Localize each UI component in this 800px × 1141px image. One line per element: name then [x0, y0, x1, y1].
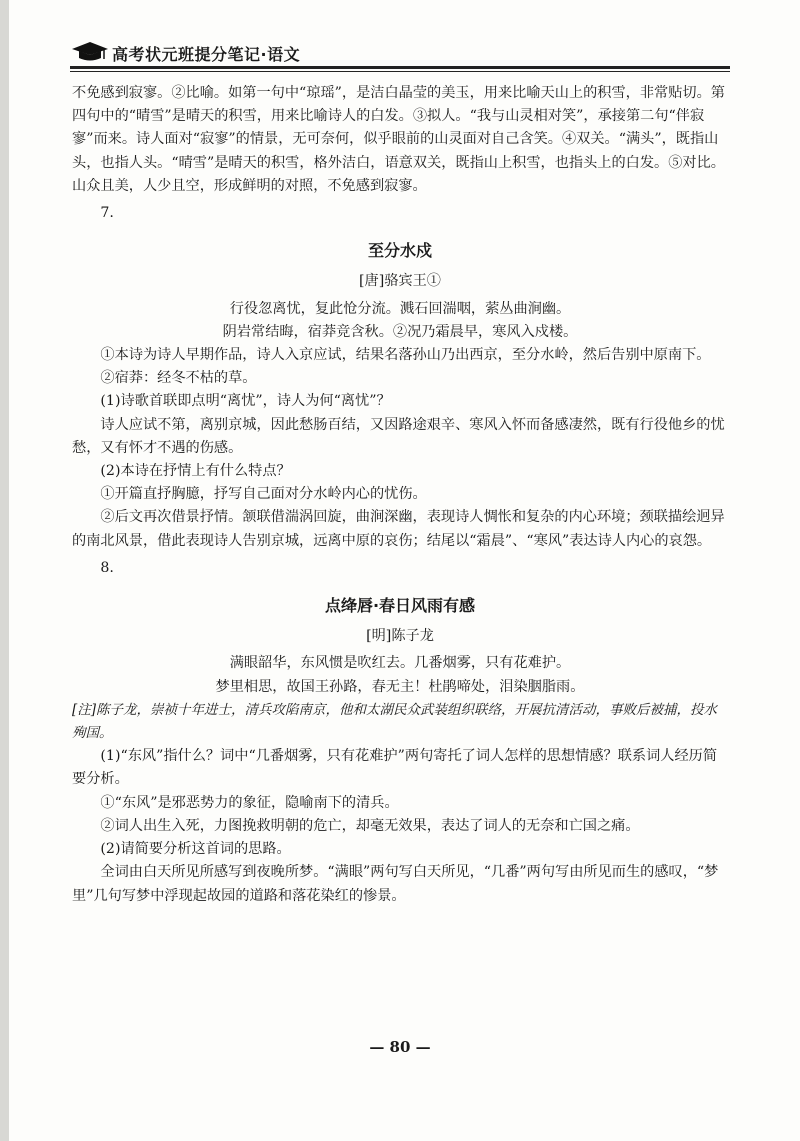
poem-title-7: 至分水戍	[367, 241, 432, 261]
question-8-2: (2)请简要分析这首词的思路。	[100, 841, 291, 858]
poem-author-8: [明]陈子龙	[366, 628, 434, 645]
answer-7-1: 诗人应试不第，离别京城，因此愁肠百结，又因路途艰辛、寒风入怀而备感凄然，既有行役他乡的忧愁，又有怀才不遇的伤感。	[72, 416, 725, 456]
page-edge-shadow	[0, 0, 9, 1141]
poem-note-7-1: ①本诗为诗人早期作品，诗人入京应试，结果名落孙山乃出西京，至分水岭，然后告别中原南下。	[100, 347, 711, 364]
poem-verse-7-1: 行役忽离忧，复此怆分流。溅石回湍咽，萦丛曲涧幽。	[229, 300, 571, 317]
question-number-7: 7.	[100, 205, 114, 222]
question-7-1: (1)诗歌首联即点明“离忧”，诗人为何“离忧”？	[100, 393, 391, 410]
graduation-cap-icon	[70, 40, 110, 62]
poem-verse-7-2: 阴岩常结晦，宿莽竞含秋。②况乃霜晨早，寒风入戍楼。	[222, 323, 578, 340]
page-header	[70, 34, 730, 66]
question-number-8: 8.	[100, 559, 114, 576]
answer-8-2: 全词由白天所见所感写到夜晚所梦。“满眼”两句写白天所见，“几番”两句写由所见而生的感叹，“梦里”几句写梦中浮现起故园的道路和落花染红的惨景。	[72, 864, 719, 904]
continued-paragraph: 不免感到寂寥。②比喻。如第一句中“琼瑶”，是洁白晶莹的美玉，用来比喻天山上的积雪，非常贴切。第四句中的“晴雪”是晴天的积雪，用来比喻诗人的白发。③拟人。“我与山灵相对笑”，承接第二句“伴寂寥”而来。诗人面对“寂寥”的情景，无可奈何，似乎眼前的山灵面对自己含笑。④双关。“满头”，既指山头，也指人头。“晴雪”是晴天的积雪，格外洁白，语意双关，既指山上积雪，也指头上的白发。⑤对比。山众且美，人少且空，形成鲜明的对照，不免感到寂寥。	[72, 85, 725, 194]
answer-7-2b: ②后文再次借景抒情。颔联借湍涡回旋，曲涧深幽，表现诗人惆怅和复杂的内心环境；颈联描绘迥异的南北风景，借此表现诗人告别京城，远离中原的哀伤；结尾以“霜晨”、“寒风”表达诗人内心的哀怨。	[72, 509, 725, 549]
page-number: — 80 —	[369, 1038, 431, 1056]
poem-author-7: [唐]骆宾王①	[358, 273, 441, 290]
header-rule	[70, 66, 730, 69]
header-rule-thin	[70, 71, 730, 72]
answer-8-1b: ②词人出生入死，力图挽救明朝的危亡，却毫无效果，表达了词人的无奈和亡国之痛。	[100, 817, 640, 834]
question-8-1: (1)“东风”指什么？词中“几番烟雾，只有花难护”两句寄托了词人怎样的思想情感？联系词人经历简要分析。	[72, 748, 718, 788]
answer-7-2a: ①开篇直抒胸臆，抒写自己面对分水岭内心的忧伤。	[100, 486, 427, 503]
answer-8-1a: ①“东风”是邪恶势力的象征，隐喻南下的清兵。	[100, 794, 399, 811]
poem-note-7-2: ②宿莽：经冬不枯的草。	[100, 370, 257, 387]
page-content	[72, 82, 728, 908]
poem-verse-8-1: 满眼韶华，东风惯是吹红去。几番烟雾，只有花难护。	[229, 655, 571, 672]
poem-verse-8-2: 梦里相思，故国王孙路，春无主！杜鹃啼处，泪染胭脂雨。	[215, 678, 585, 695]
question-7-2: (2)本诗在抒情上有什么特点？	[100, 463, 291, 480]
header-title: 高考状元班提分笔记·语文	[112, 45, 301, 64]
poem-note-8: [注]陈子龙，崇祯十年进士，清兵攻陷南京，他和太湖民众武装组织联络，开展抗清活动，事败后被捕，投水殉国。	[72, 701, 718, 742]
poem-title-8: 点绛唇·春日风雨有感	[324, 596, 476, 616]
